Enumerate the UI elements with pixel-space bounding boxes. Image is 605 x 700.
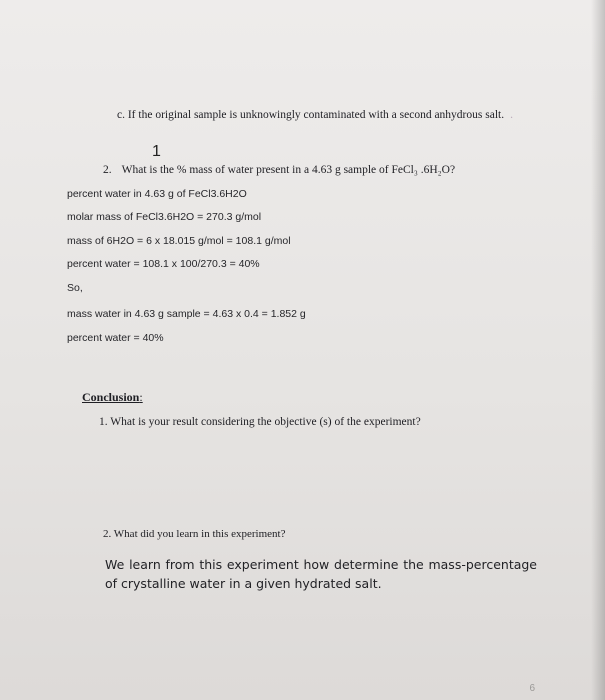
conclusion-question-1: 1. What is your result considering the objective (s) of the experiment? xyxy=(99,416,421,428)
question-2 xyxy=(103,164,455,176)
solution-line: molar mass of FeCl3.6H2O = 270.3 g/mol xyxy=(67,211,262,223)
page-edge-shadow xyxy=(591,0,605,700)
handwritten-mark: 1 xyxy=(152,143,161,160)
question-2-text: What is the % mass of water present in a 4.63 g sample of FeCl₃ .6H₂O? xyxy=(121,164,456,176)
solution-line: percent water = 40% xyxy=(67,332,164,344)
solution-line: percent water in 4.63 g of FeCl3.6H2O xyxy=(67,188,247,200)
conclusion-heading-text: Conclusion xyxy=(82,390,140,404)
question-2-number: 2. xyxy=(103,164,112,176)
conclusion-answer: We learn from this experiment how determine the mass-percentage of crystalline water in a given hydrated salt. xyxy=(105,557,537,591)
conclusion-colon: : xyxy=(139,390,143,404)
question-c-text: c. If the original sample is unknowingly contaminated with a second anhydrous salt. xyxy=(117,109,505,121)
page-number: 6 xyxy=(529,683,535,694)
conclusion-heading xyxy=(82,390,143,405)
solution-line: mass water in 4.63 g sample = 4.63 x 0.4 = 1.852 g xyxy=(67,308,306,320)
conclusion-question-2: 2. What did you learn in this experiment? xyxy=(103,528,286,540)
solution-line: percent water = 108.1 x 100/270.3 = 40% xyxy=(67,258,260,270)
question-c-dot: . xyxy=(510,109,513,121)
question-c xyxy=(117,109,513,121)
solution-line: So, xyxy=(67,282,83,294)
solution-line: mass of 6H2O = 6 x 18.015 g/mol = 108.1 g/mol xyxy=(67,235,291,247)
